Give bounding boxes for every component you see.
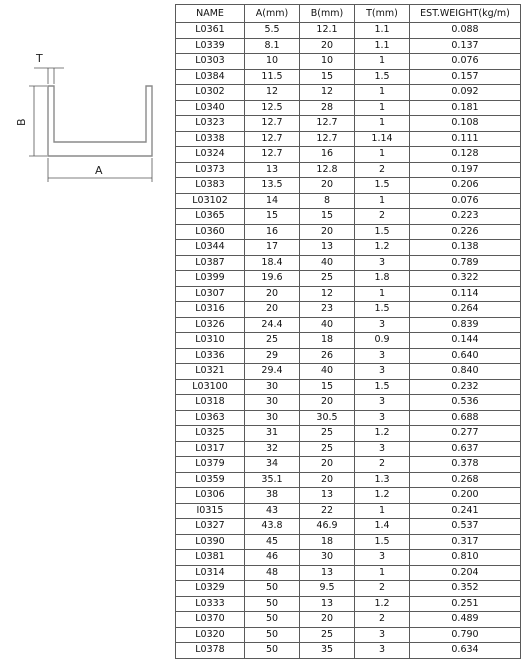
cell-a: 16 bbox=[245, 224, 300, 240]
a-dim-label: A bbox=[95, 164, 103, 177]
header-b: B(mm) bbox=[300, 5, 355, 23]
cell-name: L0361 bbox=[176, 23, 245, 39]
cell-a: 20 bbox=[245, 302, 300, 318]
table-row bbox=[176, 193, 521, 209]
cell-name: L0387 bbox=[176, 255, 245, 271]
cell-weight: 0.790 bbox=[410, 627, 521, 643]
cell-a: 30 bbox=[245, 379, 300, 395]
header-name: NAME bbox=[176, 5, 245, 23]
cell-weight: 0.232 bbox=[410, 379, 521, 395]
table-row bbox=[176, 116, 521, 132]
cell-b: 25 bbox=[300, 426, 355, 442]
cell-t: 1.2 bbox=[355, 426, 410, 442]
cell-b: 40 bbox=[300, 255, 355, 271]
cell-t: 1.14 bbox=[355, 131, 410, 147]
table-row bbox=[176, 131, 521, 147]
cell-b: 13 bbox=[300, 488, 355, 504]
cell-t: 3 bbox=[355, 364, 410, 380]
cell-b: 12.8 bbox=[300, 162, 355, 178]
cell-a: 8.1 bbox=[245, 38, 300, 54]
cell-b: 15 bbox=[300, 379, 355, 395]
cell-b: 13 bbox=[300, 596, 355, 612]
cell-weight: 0.489 bbox=[410, 612, 521, 628]
table-row bbox=[176, 534, 521, 550]
cell-a: 50 bbox=[245, 581, 300, 597]
cell-name: L0360 bbox=[176, 224, 245, 240]
cell-b: 10 bbox=[300, 54, 355, 70]
cell-a: 32 bbox=[245, 441, 300, 457]
table-row bbox=[176, 302, 521, 318]
cell-a: 50 bbox=[245, 643, 300, 659]
cell-weight: 0.144 bbox=[410, 333, 521, 349]
cell-a: 29.4 bbox=[245, 364, 300, 380]
cell-t: 1 bbox=[355, 147, 410, 163]
cell-name: L0316 bbox=[176, 302, 245, 318]
cell-name: L0307 bbox=[176, 286, 245, 302]
t-dim-label: T bbox=[36, 52, 43, 65]
cell-name: L0323 bbox=[176, 116, 245, 132]
cell-t: 1.5 bbox=[355, 178, 410, 194]
cell-name: L0381 bbox=[176, 550, 245, 566]
cell-weight: 0.204 bbox=[410, 565, 521, 581]
table-row bbox=[176, 85, 521, 101]
cell-weight: 0.223 bbox=[410, 209, 521, 225]
cell-b: 40 bbox=[300, 317, 355, 333]
cell-b: 15 bbox=[300, 209, 355, 225]
cell-b: 18 bbox=[300, 333, 355, 349]
cell-weight: 0.157 bbox=[410, 69, 521, 85]
table-row bbox=[176, 286, 521, 302]
cell-weight: 0.088 bbox=[410, 23, 521, 39]
table-row bbox=[176, 643, 521, 659]
cell-t: 3 bbox=[355, 643, 410, 659]
cell-weight: 0.810 bbox=[410, 550, 521, 566]
cell-a: 43.8 bbox=[245, 519, 300, 535]
cell-t: 1.5 bbox=[355, 69, 410, 85]
cell-b: 22 bbox=[300, 503, 355, 519]
cell-name: L0302 bbox=[176, 85, 245, 101]
cell-name: L0344 bbox=[176, 240, 245, 256]
cell-name: L0383 bbox=[176, 178, 245, 194]
cell-name: L0384 bbox=[176, 69, 245, 85]
table-row bbox=[176, 162, 521, 178]
cell-t: 1 bbox=[355, 193, 410, 209]
cell-name: L0339 bbox=[176, 38, 245, 54]
cell-weight: 0.200 bbox=[410, 488, 521, 504]
table-row bbox=[176, 147, 521, 163]
cell-b: 30.5 bbox=[300, 410, 355, 426]
cell-b: 20 bbox=[300, 38, 355, 54]
cell-t: 3 bbox=[355, 627, 410, 643]
cell-t: 1.5 bbox=[355, 302, 410, 318]
cell-weight: 0.637 bbox=[410, 441, 521, 457]
cell-t: 1.1 bbox=[355, 23, 410, 39]
cell-b: 8 bbox=[300, 193, 355, 209]
cell-t: 1.5 bbox=[355, 534, 410, 550]
table-row bbox=[176, 255, 521, 271]
cell-name: L0390 bbox=[176, 534, 245, 550]
cell-t: 3 bbox=[355, 255, 410, 271]
cell-t: 1.3 bbox=[355, 472, 410, 488]
cell-weight: 0.536 bbox=[410, 395, 521, 411]
cell-b: 18 bbox=[300, 534, 355, 550]
cell-weight: 0.114 bbox=[410, 286, 521, 302]
table-row bbox=[176, 472, 521, 488]
cell-weight: 0.076 bbox=[410, 193, 521, 209]
cell-t: 1.4 bbox=[355, 519, 410, 535]
table-row bbox=[176, 271, 521, 287]
cell-name: L0336 bbox=[176, 348, 245, 364]
table-row bbox=[176, 348, 521, 364]
cell-t: 1 bbox=[355, 503, 410, 519]
cell-a: 24.4 bbox=[245, 317, 300, 333]
table-row bbox=[176, 54, 521, 70]
table-row bbox=[176, 224, 521, 240]
cell-t: 1.5 bbox=[355, 379, 410, 395]
cell-weight: 0.537 bbox=[410, 519, 521, 535]
cell-a: 17 bbox=[245, 240, 300, 256]
table-row bbox=[176, 364, 521, 380]
cell-a: 31 bbox=[245, 426, 300, 442]
cell-a: 18.4 bbox=[245, 255, 300, 271]
table-row bbox=[176, 333, 521, 349]
cell-name: L0378 bbox=[176, 643, 245, 659]
cell-a: 50 bbox=[245, 612, 300, 628]
cell-name: L0303 bbox=[176, 54, 245, 70]
cell-b: 25 bbox=[300, 627, 355, 643]
cell-t: 3 bbox=[355, 348, 410, 364]
table-header-row bbox=[176, 5, 521, 23]
channel-outline bbox=[48, 86, 152, 156]
cell-a: 30 bbox=[245, 395, 300, 411]
cell-t: 2 bbox=[355, 457, 410, 473]
cell-t: 1 bbox=[355, 85, 410, 101]
cell-t: 1 bbox=[355, 286, 410, 302]
cell-b: 25 bbox=[300, 271, 355, 287]
table-row bbox=[176, 38, 521, 54]
cell-name: L0320 bbox=[176, 627, 245, 643]
cell-weight: 0.268 bbox=[410, 472, 521, 488]
cell-a: 25 bbox=[245, 333, 300, 349]
cell-weight: 0.322 bbox=[410, 271, 521, 287]
cell-name: L0325 bbox=[176, 426, 245, 442]
cell-b: 16 bbox=[300, 147, 355, 163]
cell-b: 13 bbox=[300, 565, 355, 581]
cell-name: L0379 bbox=[176, 457, 245, 473]
cell-b: 23 bbox=[300, 302, 355, 318]
cell-t: 1 bbox=[355, 565, 410, 581]
cell-a: 5.5 bbox=[245, 23, 300, 39]
cell-weight: 0.206 bbox=[410, 178, 521, 194]
cell-weight: 0.092 bbox=[410, 85, 521, 101]
cell-name: L03100 bbox=[176, 379, 245, 395]
cell-t: 2 bbox=[355, 162, 410, 178]
table-row bbox=[176, 503, 521, 519]
cell-b: 46.9 bbox=[300, 519, 355, 535]
table-row bbox=[176, 100, 521, 116]
cell-name: L03102 bbox=[176, 193, 245, 209]
cell-weight: 0.264 bbox=[410, 302, 521, 318]
cell-name: L0317 bbox=[176, 441, 245, 457]
cell-a: 20 bbox=[245, 286, 300, 302]
table-row bbox=[176, 395, 521, 411]
cell-b: 40 bbox=[300, 364, 355, 380]
cell-t: 0.9 bbox=[355, 333, 410, 349]
cell-b: 12.7 bbox=[300, 116, 355, 132]
table-row bbox=[176, 519, 521, 535]
cell-weight: 0.317 bbox=[410, 534, 521, 550]
table-row bbox=[176, 627, 521, 643]
cell-name: L0373 bbox=[176, 162, 245, 178]
cell-b: 12.7 bbox=[300, 131, 355, 147]
cell-weight: 0.181 bbox=[410, 100, 521, 116]
cell-name: L0321 bbox=[176, 364, 245, 380]
cell-name: L0365 bbox=[176, 209, 245, 225]
cell-b: 12 bbox=[300, 286, 355, 302]
table-row bbox=[176, 612, 521, 628]
cell-name: L0306 bbox=[176, 488, 245, 504]
cell-a: 14 bbox=[245, 193, 300, 209]
table-row bbox=[176, 488, 521, 504]
cell-a: 30 bbox=[245, 410, 300, 426]
cell-t: 3 bbox=[355, 441, 410, 457]
cell-b: 35 bbox=[300, 643, 355, 659]
cell-t: 2 bbox=[355, 581, 410, 597]
cell-a: 12.7 bbox=[245, 147, 300, 163]
cell-a: 38 bbox=[245, 488, 300, 504]
cell-b: 20 bbox=[300, 224, 355, 240]
table-row bbox=[176, 565, 521, 581]
cell-t: 3 bbox=[355, 395, 410, 411]
cell-t: 2 bbox=[355, 612, 410, 628]
cell-name: L0310 bbox=[176, 333, 245, 349]
cell-t: 1.1 bbox=[355, 38, 410, 54]
cell-b: 15 bbox=[300, 69, 355, 85]
cell-a: 46 bbox=[245, 550, 300, 566]
cell-a: 43 bbox=[245, 503, 300, 519]
cell-a: 12 bbox=[245, 85, 300, 101]
cell-b: 25 bbox=[300, 441, 355, 457]
cell-b: 28 bbox=[300, 100, 355, 116]
cell-weight: 0.128 bbox=[410, 147, 521, 163]
cell-a: 50 bbox=[245, 596, 300, 612]
cell-b: 13 bbox=[300, 240, 355, 256]
cell-a: 12.7 bbox=[245, 116, 300, 132]
cell-b: 20 bbox=[300, 472, 355, 488]
table-row bbox=[176, 209, 521, 225]
channel-profile-diagram bbox=[0, 0, 170, 200]
cell-t: 1.2 bbox=[355, 596, 410, 612]
cell-t: 3 bbox=[355, 317, 410, 333]
cell-weight: 0.111 bbox=[410, 131, 521, 147]
cell-weight: 0.251 bbox=[410, 596, 521, 612]
cell-t: 3 bbox=[355, 410, 410, 426]
cell-a: 45 bbox=[245, 534, 300, 550]
cell-weight: 0.640 bbox=[410, 348, 521, 364]
cell-weight: 0.076 bbox=[410, 54, 521, 70]
cell-weight: 0.839 bbox=[410, 317, 521, 333]
table-row bbox=[176, 317, 521, 333]
header-t: T(mm) bbox=[355, 5, 410, 23]
cell-weight: 0.840 bbox=[410, 364, 521, 380]
cell-weight: 0.241 bbox=[410, 503, 521, 519]
cell-a: 12.5 bbox=[245, 100, 300, 116]
cell-weight: 0.226 bbox=[410, 224, 521, 240]
b-dim-label: B bbox=[15, 118, 28, 126]
table-row bbox=[176, 69, 521, 85]
table-row bbox=[176, 240, 521, 256]
cell-a: 34 bbox=[245, 457, 300, 473]
cell-t: 2 bbox=[355, 209, 410, 225]
cell-b: 20 bbox=[300, 612, 355, 628]
cell-a: 12.7 bbox=[245, 131, 300, 147]
cell-b: 9.5 bbox=[300, 581, 355, 597]
cell-t: 1 bbox=[355, 100, 410, 116]
cell-name: L0326 bbox=[176, 317, 245, 333]
cell-a: 13.5 bbox=[245, 178, 300, 194]
table-row bbox=[176, 410, 521, 426]
cell-weight: 0.789 bbox=[410, 255, 521, 271]
cell-b: 30 bbox=[300, 550, 355, 566]
cell-b: 26 bbox=[300, 348, 355, 364]
cell-a: 15 bbox=[245, 209, 300, 225]
cell-t: 1.2 bbox=[355, 488, 410, 504]
table-body bbox=[176, 23, 521, 659]
cell-name: L0370 bbox=[176, 612, 245, 628]
cell-name: L0340 bbox=[176, 100, 245, 116]
cell-t: 1.2 bbox=[355, 240, 410, 256]
cell-weight: 0.634 bbox=[410, 643, 521, 659]
cell-weight: 0.138 bbox=[410, 240, 521, 256]
cell-b: 20 bbox=[300, 457, 355, 473]
table-row bbox=[176, 379, 521, 395]
cell-weight: 0.688 bbox=[410, 410, 521, 426]
cell-b: 12 bbox=[300, 85, 355, 101]
cell-t: 1.5 bbox=[355, 224, 410, 240]
table-row bbox=[176, 178, 521, 194]
cell-a: 48 bbox=[245, 565, 300, 581]
cell-name: I0315 bbox=[176, 503, 245, 519]
cell-b: 20 bbox=[300, 395, 355, 411]
header-weight: EST.WEIGHT(kg/m) bbox=[410, 5, 521, 23]
cell-a: 10 bbox=[245, 54, 300, 70]
cell-weight: 0.137 bbox=[410, 38, 521, 54]
cell-a: 19.6 bbox=[245, 271, 300, 287]
table-row bbox=[176, 550, 521, 566]
cell-name: L0314 bbox=[176, 565, 245, 581]
cell-t: 1 bbox=[355, 54, 410, 70]
cell-a: 11.5 bbox=[245, 69, 300, 85]
cell-weight: 0.378 bbox=[410, 457, 521, 473]
cell-b: 20 bbox=[300, 178, 355, 194]
channel-profile-svg bbox=[0, 0, 170, 200]
cell-name: L0399 bbox=[176, 271, 245, 287]
channel-spec-table bbox=[175, 4, 521, 659]
cell-t: 1 bbox=[355, 116, 410, 132]
cell-name: L0327 bbox=[176, 519, 245, 535]
cell-a: 13 bbox=[245, 162, 300, 178]
cell-weight: 0.352 bbox=[410, 581, 521, 597]
cell-name: L0324 bbox=[176, 147, 245, 163]
table-row bbox=[176, 23, 521, 39]
cell-name: L0363 bbox=[176, 410, 245, 426]
cell-t: 3 bbox=[355, 550, 410, 566]
cell-t: 1.8 bbox=[355, 271, 410, 287]
header-a: A(mm) bbox=[245, 5, 300, 23]
cell-name: L0329 bbox=[176, 581, 245, 597]
cell-a: 29 bbox=[245, 348, 300, 364]
cell-name: L0333 bbox=[176, 596, 245, 612]
table-row bbox=[176, 581, 521, 597]
cell-name: L0338 bbox=[176, 131, 245, 147]
cell-a: 35.1 bbox=[245, 472, 300, 488]
table-row bbox=[176, 596, 521, 612]
table-row bbox=[176, 441, 521, 457]
cell-weight: 0.277 bbox=[410, 426, 521, 442]
cell-name: L0318 bbox=[176, 395, 245, 411]
table-row bbox=[176, 426, 521, 442]
cell-b: 12.1 bbox=[300, 23, 355, 39]
cell-weight: 0.197 bbox=[410, 162, 521, 178]
cell-a: 50 bbox=[245, 627, 300, 643]
cell-weight: 0.108 bbox=[410, 116, 521, 132]
table-row bbox=[176, 457, 521, 473]
cell-name: L0359 bbox=[176, 472, 245, 488]
